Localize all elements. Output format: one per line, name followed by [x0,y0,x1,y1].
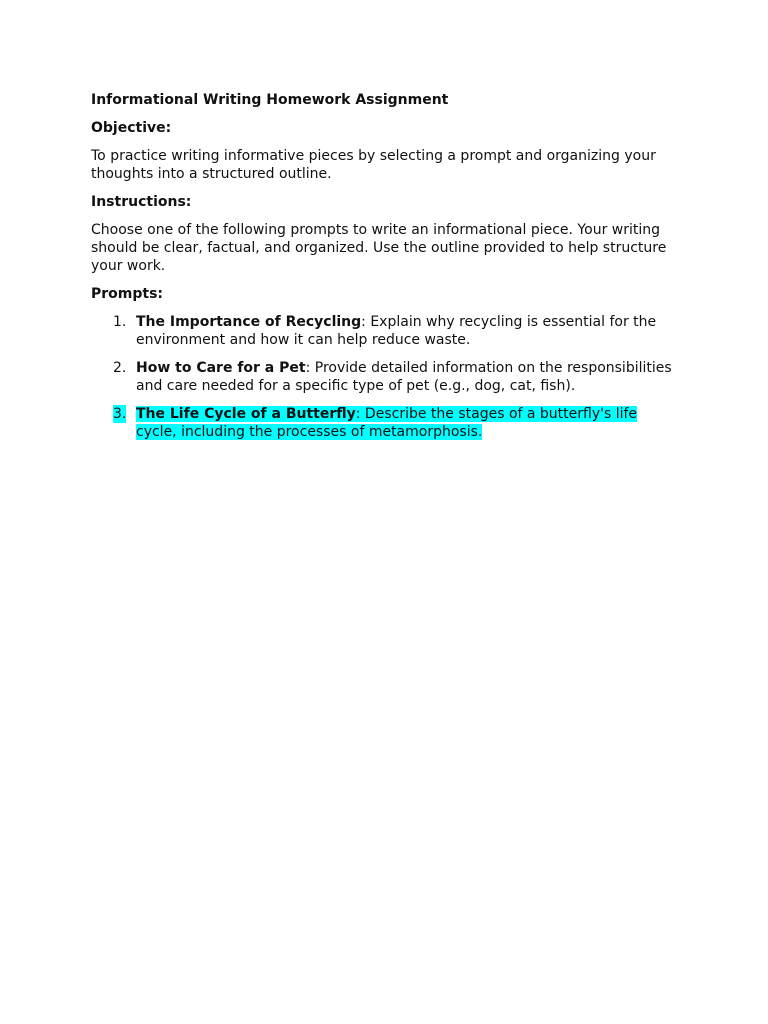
prompt-number: 3. [113,406,127,422]
prompt-item-butterfly [91,405,681,441]
prompt-number: 1. [113,314,127,330]
prompt-description: : Provide detailed information on the responsibilities and care needed for a specific type of pet (e.g., dog, cat, fish). [136,360,672,394]
prompt-title: The Life Cycle of a Butterfly [136,406,356,422]
prompt-number: 2. [113,360,127,376]
prompt-description: : Explain why recycling is essential for the environment and how it can help reduce waste. [136,314,657,348]
prompt-description: : Describe the stages of a butterfly's life cycle, including the processes of metamorphosis. [136,406,638,440]
prompt-item-pet-care [91,359,681,395]
prompt-item-recycling [91,313,681,349]
objective-text: To practice writing informative pieces by selecting a prompt and organizing your thoughts into a structured outline. [91,148,656,182]
prompt-list [91,313,681,441]
document-title: Informational Writing Homework Assignment [91,92,449,108]
instructions-heading: Instructions: [91,194,192,210]
prompts-heading: Prompts: [91,286,164,302]
document-page [91,91,681,451]
instructions-text: Choose one of the following prompts to write an informational piece. Your writing should be clear, factual, and organized. Use the outline provided to help structure your work. [91,222,667,274]
objective-heading: Objective: [91,120,172,136]
prompt-title: The Importance of Recycling [136,314,362,330]
prompt-title: How to Care for a Pet [136,360,306,376]
